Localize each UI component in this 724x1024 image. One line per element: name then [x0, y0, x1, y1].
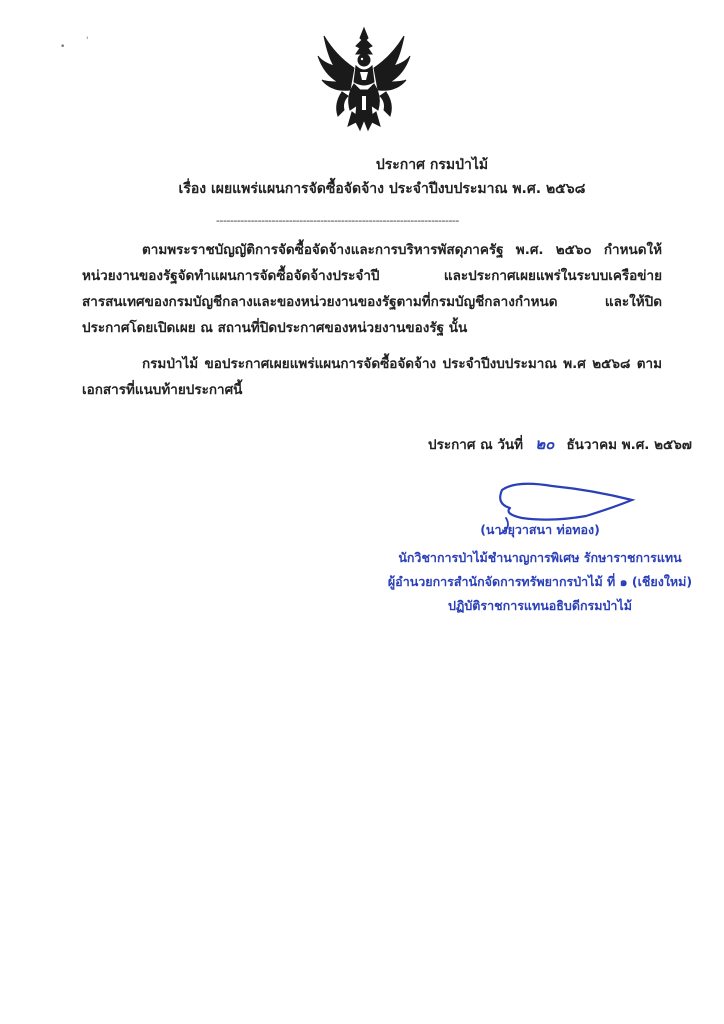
scan-speck: • [60, 42, 66, 52]
signatory-position-3: ปฏิบัติราชการแทนอธิบดีกรมป่าไม้ [448, 598, 632, 613]
date-suffix: ธันวาคม พ.ศ. ๒๕๖๗ [566, 437, 692, 453]
separator-line: ---------------------------------------------------------------------- [216, 214, 459, 227]
date-day-handwritten: ๒๐ [535, 435, 555, 453]
announcement-date [428, 432, 692, 456]
body-paragraph-1: ตามพระราชบัญญัติการจัดซื้อจัดจ้างและการบริหารพัสดุภาครัฐ พ.ศ. ๒๕๖๐ กำหนดให้หน่วยงานของรัฐจัดทำแผนการจัดซื้อจัดจ้างประจำปี และประกาศเผยแพร่ในระบบเครือข่ายสารสนเทศของกรมบัญชีกลางและของหน่วยงานของรัฐตามที่กรมบัญชีกลางกำหนด และให้ปิดประกาศโดยเปิดเผย ณ สถานที่ปิดประกาศของหน่วยงานของรัฐ นั้น [82, 242, 662, 336]
body-paragraph-2: กรมป่าไม้ ขอประกาศเผยแพร่แผนการจัดซื้อจัดจ้าง ประจำปีงบประมาณ พ.ศ ๒๕๖๘ ตามเอกสารที่แนบท้ายประกาศนี้ [82, 356, 662, 398]
signatory-position-1: นักวิชาการป่าไม้ชำนาญการพิเศษ รักษาราชการแทน [398, 550, 682, 565]
announcement-title: ประกาศ กรมป่าไม้ [375, 157, 489, 173]
announcement-subject: เรื่อง เผยแพร่แผนการจัดซื้อจัดจ้าง ประจำปีงบประมาณ พ.ศ. ๒๕๖๘ [178, 181, 586, 197]
signatory-name: (นางยุวาสนา ท่อทอง) [480, 522, 600, 537]
scan-speck: ' [86, 36, 89, 46]
signatory-position-2: ผู้อำนวยการสำนักจัดการทรัพยากรป่าไม้ ที่ ๑ (เชียงใหม่) [387, 574, 693, 589]
garuda-emblem [316, 26, 412, 134]
date-prefix: ประกาศ ณ วันที่ [428, 437, 524, 453]
